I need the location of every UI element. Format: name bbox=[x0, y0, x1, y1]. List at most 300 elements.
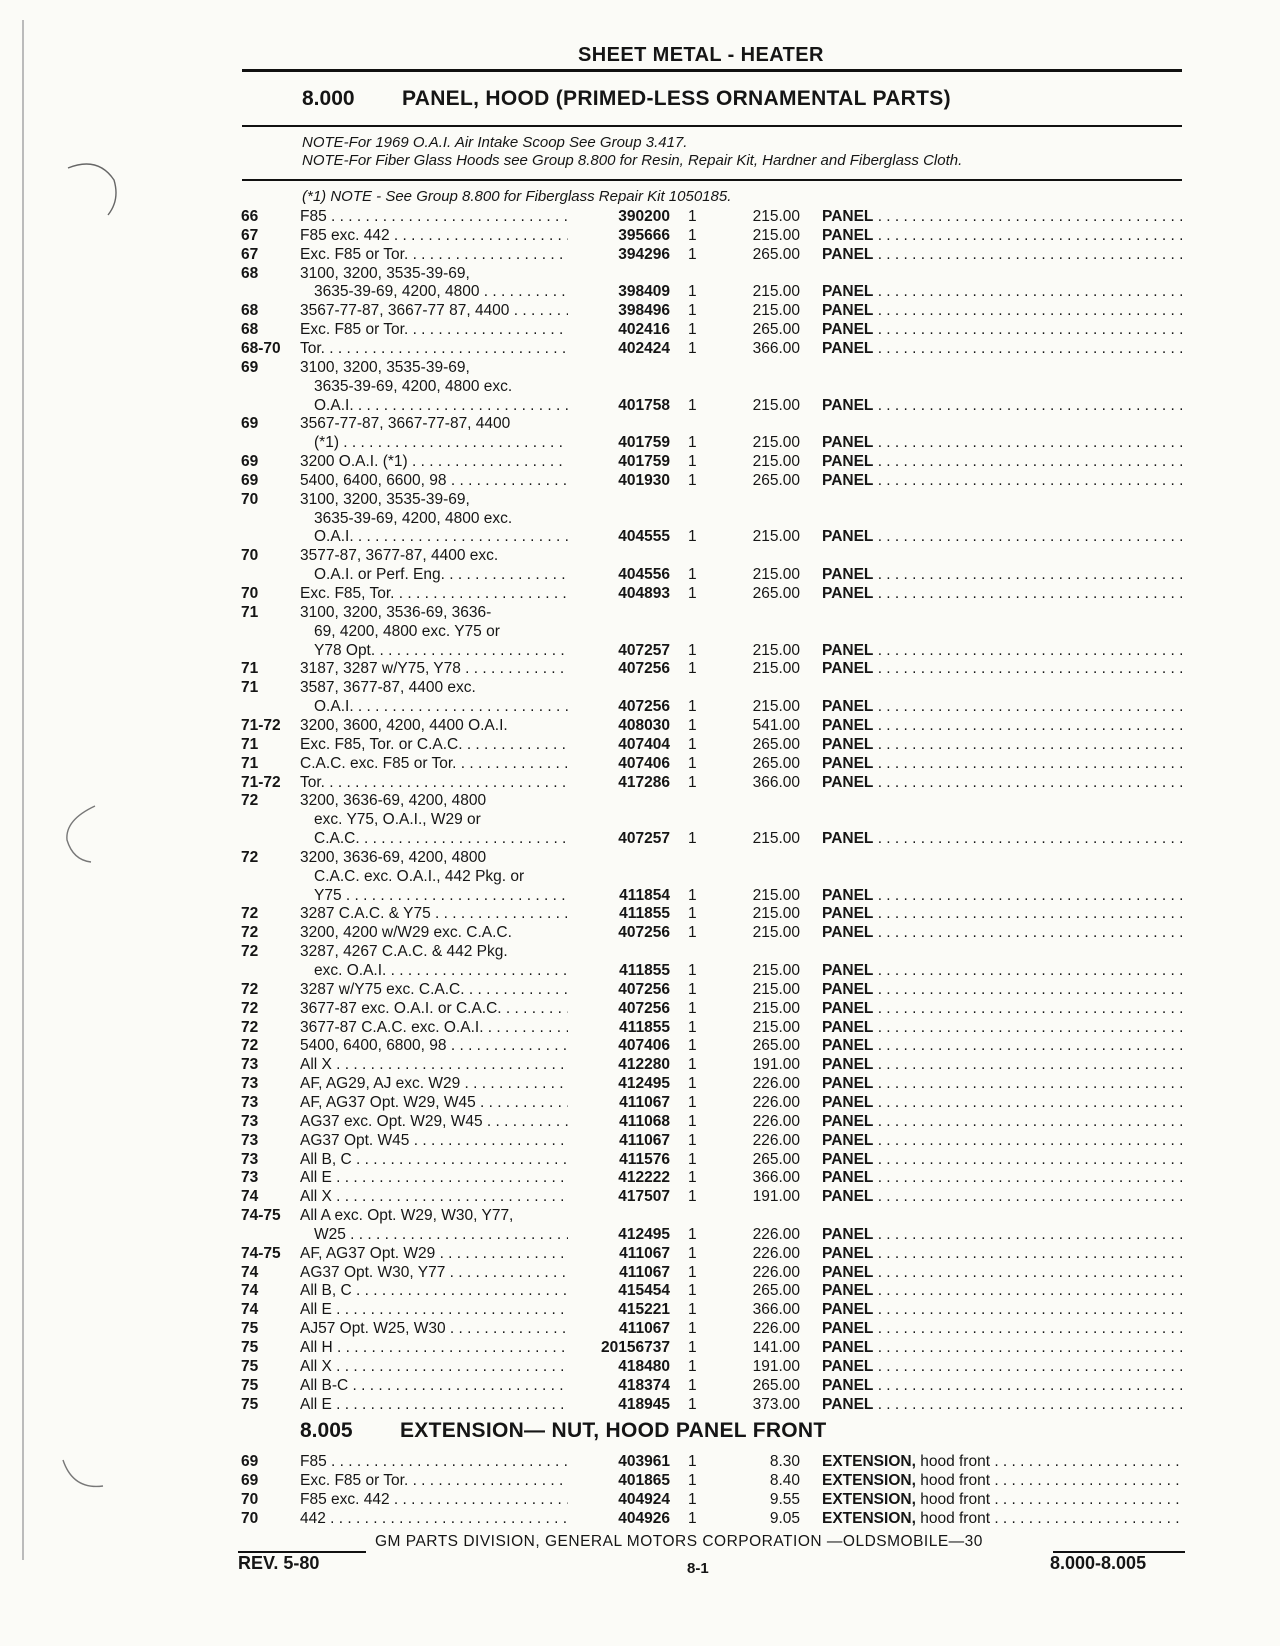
part-number: 407256 bbox=[618, 924, 670, 942]
part-number: 411067 bbox=[619, 1131, 670, 1149]
list-price: 373.00 bbox=[752, 1395, 800, 1413]
model-year: 73 bbox=[241, 1150, 259, 1168]
revision-label: REV. 5-80 bbox=[238, 1553, 320, 1573]
part-detail-line bbox=[0, 1452, 1280, 1471]
page-header: SHEET METAL - HEATER bbox=[578, 44, 824, 66]
quantity: 1 bbox=[688, 1075, 697, 1093]
list-price: 215.00 bbox=[752, 566, 800, 584]
part-number: 412222 bbox=[618, 1169, 670, 1187]
quantity: 1 bbox=[688, 566, 697, 584]
part-detail-line bbox=[0, 301, 1280, 320]
list-price: 191.00 bbox=[752, 1188, 800, 1206]
part-description bbox=[822, 1131, 1184, 1150]
part-number: 412495 bbox=[618, 1075, 670, 1093]
part-number: 401758 bbox=[618, 396, 670, 414]
part-name: PANEL bbox=[822, 471, 874, 489]
part-name: PANEL bbox=[822, 962, 874, 979]
list-price: 226.00 bbox=[752, 1093, 800, 1111]
application-text: Y75 . . . bbox=[314, 886, 568, 905]
application-text: exc. O.A.I. . . . bbox=[314, 961, 568, 980]
part-number: 398496 bbox=[618, 302, 670, 320]
part-description bbox=[822, 1036, 1184, 1055]
part-detail-line bbox=[0, 1225, 1280, 1244]
list-price: 366.00 bbox=[752, 1301, 800, 1319]
part-number: 418374 bbox=[618, 1376, 670, 1394]
part-number: 407404 bbox=[618, 735, 670, 753]
application-text: C.A.C. . . . bbox=[314, 829, 568, 848]
part-number: 418480 bbox=[618, 1357, 670, 1375]
part-number: 403961 bbox=[618, 1453, 670, 1471]
part-name: PANEL bbox=[822, 1037, 874, 1055]
part-name: PANEL bbox=[822, 566, 874, 584]
part-description bbox=[822, 565, 1184, 584]
application-text: 3287 C.A.C. & Y75 . . . bbox=[300, 904, 568, 923]
part-detail-line bbox=[0, 1319, 1280, 1338]
part-name: PANEL bbox=[822, 886, 874, 904]
part-number: 390200 bbox=[618, 208, 670, 225]
model-year: 71 bbox=[241, 754, 259, 772]
list-price: 215.00 bbox=[752, 302, 800, 320]
list-price: 541.00 bbox=[752, 716, 800, 734]
part-number: 401930 bbox=[618, 471, 670, 489]
part-name: PANEL bbox=[822, 754, 874, 772]
model-year: 68 bbox=[241, 264, 259, 282]
application-text: AF, AG29, AJ exc. W29 . . . bbox=[300, 1074, 568, 1093]
quantity: 1 bbox=[688, 453, 697, 471]
part-description bbox=[822, 961, 1184, 980]
part-name: PANEL bbox=[822, 641, 874, 659]
model-year: 71-72 bbox=[241, 716, 281, 734]
application-text: Exc. F85 or Tor. . . . bbox=[300, 320, 568, 339]
part-detail-line bbox=[0, 565, 1280, 584]
part-description bbox=[822, 339, 1184, 358]
list-price: 215.00 bbox=[752, 830, 800, 848]
quantity: 1 bbox=[688, 245, 697, 263]
part-description bbox=[822, 282, 1184, 301]
application-text: All X . . . bbox=[300, 1357, 568, 1376]
part-description bbox=[822, 735, 1184, 754]
part-number: 411067 bbox=[619, 1263, 670, 1281]
quantity: 1 bbox=[688, 1037, 697, 1055]
application-text: 442 . . . bbox=[300, 1509, 568, 1528]
application-text: All X . . . bbox=[300, 1055, 568, 1074]
part-name: PANEL bbox=[822, 1357, 874, 1375]
part-number: 407257 bbox=[618, 641, 670, 659]
part-name: PANEL bbox=[822, 434, 874, 452]
part-detail-line bbox=[0, 1338, 1280, 1357]
part-number: 418945 bbox=[618, 1395, 670, 1413]
list-price: 215.00 bbox=[752, 999, 800, 1017]
application-text: Exc. F85 or Tor. . . . bbox=[300, 1471, 568, 1490]
list-price: 8.40 bbox=[769, 1472, 800, 1490]
quantity: 1 bbox=[688, 1453, 697, 1471]
part-detail-line bbox=[0, 659, 1280, 678]
binder-hole-mark bbox=[55, 1440, 125, 1500]
part-name: PANEL bbox=[822, 830, 874, 848]
model-year: 70 bbox=[241, 490, 259, 508]
part-number: 415454 bbox=[618, 1282, 670, 1300]
list-price: 215.00 bbox=[752, 886, 800, 904]
part-detail-line bbox=[0, 527, 1280, 546]
part-number: 412280 bbox=[618, 1056, 670, 1074]
list-price: 265.00 bbox=[752, 1037, 800, 1055]
list-price: 265.00 bbox=[752, 321, 800, 339]
part-detail-line bbox=[0, 1074, 1280, 1093]
model-year: 72 bbox=[241, 980, 259, 998]
part-description bbox=[822, 1338, 1184, 1357]
part-name: PANEL bbox=[822, 716, 874, 734]
list-price: 265.00 bbox=[752, 245, 800, 263]
part-description bbox=[822, 773, 1184, 792]
part-detail-line bbox=[0, 1112, 1280, 1131]
list-price: 215.00 bbox=[752, 434, 800, 452]
part-number: 411576 bbox=[619, 1150, 670, 1168]
quantity: 1 bbox=[688, 1018, 697, 1036]
application-text: Exc. F85, Tor. or C.A.C. . . . bbox=[300, 735, 568, 754]
part-description bbox=[822, 1471, 1184, 1490]
part-description bbox=[822, 754, 1184, 773]
list-price: 215.00 bbox=[752, 1018, 800, 1036]
quantity: 1 bbox=[688, 773, 697, 791]
application-text: Exc. F85 or Tor. . . . bbox=[300, 245, 568, 264]
part-description bbox=[822, 433, 1184, 452]
part-description bbox=[822, 226, 1184, 245]
quantity: 1 bbox=[688, 471, 697, 489]
part-detail-line bbox=[0, 1244, 1280, 1263]
list-price: 265.00 bbox=[752, 471, 800, 489]
list-price: 265.00 bbox=[752, 1150, 800, 1168]
part-description bbox=[822, 320, 1184, 339]
part-number: 404924 bbox=[618, 1491, 670, 1509]
part-name: EXTENSION, bbox=[822, 1491, 916, 1509]
part-name: PANEL bbox=[822, 1244, 874, 1262]
application-line bbox=[0, 942, 1280, 961]
model-year: 75 bbox=[241, 1357, 259, 1375]
application-line bbox=[0, 622, 1280, 641]
part-detail-line bbox=[0, 1093, 1280, 1112]
application-line bbox=[0, 1206, 1280, 1225]
part-name: PANEL bbox=[822, 980, 874, 998]
part-name: PANEL bbox=[822, 1263, 874, 1281]
part-description bbox=[822, 527, 1184, 546]
notes-rule bbox=[242, 179, 1182, 181]
part-number: 408030 bbox=[618, 716, 670, 734]
part-name: PANEL bbox=[822, 321, 874, 339]
section-rule bbox=[242, 125, 1182, 127]
application-text: O.A.I. . . . bbox=[314, 697, 568, 716]
part-number: 407256 bbox=[618, 980, 670, 998]
application-text: Exc. F85, Tor. . . . bbox=[300, 584, 568, 603]
application-text: 3200, 3636-69, 4200, 4800 bbox=[300, 848, 487, 866]
part-name: PANEL bbox=[822, 924, 874, 942]
quantity: 1 bbox=[688, 1169, 697, 1187]
part-description bbox=[822, 1357, 1184, 1376]
application-text: Y78 Opt. . . . bbox=[314, 641, 568, 660]
part-detail-line bbox=[0, 923, 1280, 942]
part-description bbox=[822, 1395, 1184, 1414]
part-description bbox=[822, 1093, 1184, 1112]
model-year: 75 bbox=[241, 1339, 259, 1356]
part-number: 394296 bbox=[618, 245, 670, 263]
model-year: 74 bbox=[241, 1263, 259, 1281]
model-year: 69 bbox=[241, 1453, 259, 1471]
model-year: 69 bbox=[241, 471, 259, 489]
quantity: 1 bbox=[688, 999, 697, 1017]
page-number: 8-1 bbox=[687, 1560, 709, 1577]
model-year: 73 bbox=[241, 1131, 259, 1149]
model-year: 69 bbox=[241, 1472, 259, 1490]
part-description bbox=[822, 904, 1184, 923]
part-name: PANEL bbox=[822, 1056, 874, 1074]
model-year: 72 bbox=[241, 1018, 259, 1036]
part-name: PANEL bbox=[822, 1320, 874, 1338]
application-text: Tor. . . . bbox=[300, 339, 568, 358]
part-number: 401759 bbox=[618, 434, 670, 452]
part-detail-line bbox=[0, 773, 1280, 792]
application-text: All E . . . bbox=[300, 1168, 568, 1187]
list-price: 226.00 bbox=[752, 1320, 800, 1338]
list-price: 215.00 bbox=[752, 641, 800, 659]
application-text: 3635-39-69, 4200, 4800 . . . bbox=[314, 282, 568, 301]
list-price: 141.00 bbox=[752, 1339, 800, 1356]
part-description bbox=[822, 245, 1184, 264]
model-year: 74-75 bbox=[241, 1207, 281, 1225]
part-name: PANEL bbox=[822, 585, 874, 602]
binder-hole-mark bbox=[58, 160, 128, 220]
section-title: EXTENSION— NUT, HOOD PANEL FRONT bbox=[400, 1419, 827, 1443]
application-text: 69, 4200, 4800 exc. Y75 or bbox=[314, 622, 500, 640]
application-line bbox=[0, 603, 1280, 622]
part-description bbox=[822, 1055, 1184, 1074]
part-qualifier: hood front bbox=[920, 1453, 991, 1471]
scan-edge-line bbox=[22, 20, 24, 1560]
part-description bbox=[822, 1225, 1184, 1244]
quantity: 1 bbox=[688, 226, 697, 244]
quantity: 1 bbox=[688, 1320, 697, 1338]
quantity: 1 bbox=[688, 528, 697, 546]
quantity: 1 bbox=[688, 754, 697, 772]
part-qualifier: hood front bbox=[920, 1472, 991, 1490]
list-price: 215.00 bbox=[752, 962, 800, 979]
application-text: All E . . . bbox=[300, 1395, 568, 1414]
list-price: 265.00 bbox=[752, 735, 800, 753]
part-number: 417286 bbox=[618, 773, 670, 791]
model-year: 71 bbox=[241, 679, 259, 697]
model-year: 75 bbox=[241, 1376, 259, 1394]
application-text: exc. Y75, O.A.I., W29 or bbox=[314, 811, 481, 829]
model-year: 67 bbox=[241, 245, 259, 263]
quantity: 1 bbox=[688, 585, 697, 602]
part-detail-line bbox=[0, 1281, 1280, 1300]
model-year: 71 bbox=[241, 660, 259, 678]
list-price: 215.00 bbox=[752, 208, 800, 225]
application-text: All A exc. Opt. W29, W30, Y77, bbox=[300, 1207, 514, 1225]
section-title: PANEL, HOOD (PRIMED-LESS ORNAMENTAL PARTS) bbox=[402, 87, 951, 110]
part-detail-line bbox=[0, 961, 1280, 980]
part-description bbox=[822, 1300, 1184, 1319]
model-year: 70 bbox=[241, 1491, 259, 1509]
part-description bbox=[822, 829, 1184, 848]
list-price: 215.00 bbox=[752, 980, 800, 998]
part-name: PANEL bbox=[822, 302, 874, 320]
part-detail-line bbox=[0, 1263, 1280, 1282]
part-number: 398409 bbox=[618, 283, 670, 301]
part-description bbox=[822, 923, 1184, 942]
part-detail-line bbox=[0, 999, 1280, 1018]
part-detail-line bbox=[0, 207, 1280, 226]
application-text: 5400, 6400, 6800, 98 . . . bbox=[300, 1036, 568, 1055]
part-number: 415221 bbox=[618, 1301, 670, 1319]
part-name: PANEL bbox=[822, 773, 874, 791]
part-description bbox=[822, 1074, 1184, 1093]
part-number: 407256 bbox=[618, 999, 670, 1017]
part-description bbox=[822, 697, 1184, 716]
application-line bbox=[0, 546, 1280, 565]
part-name: PANEL bbox=[822, 1225, 874, 1243]
application-text: Tor. . . . bbox=[300, 773, 568, 792]
quantity: 1 bbox=[688, 641, 697, 659]
quantity: 1 bbox=[688, 434, 697, 452]
list-price: 226.00 bbox=[752, 1075, 800, 1093]
part-detail-line bbox=[0, 1131, 1280, 1150]
application-text: AG37 Opt. W30, Y77 . . . bbox=[300, 1263, 568, 1282]
part-description bbox=[822, 1168, 1184, 1187]
part-number: 411855 bbox=[619, 905, 670, 923]
part-detail-line bbox=[0, 829, 1280, 848]
application-line bbox=[0, 509, 1280, 528]
part-detail-line bbox=[0, 1509, 1280, 1528]
part-number: 402416 bbox=[618, 321, 670, 339]
part-name: EXTENSION, bbox=[822, 1453, 916, 1471]
model-year: 68-70 bbox=[241, 339, 281, 357]
list-price: 265.00 bbox=[752, 754, 800, 772]
application-text: W25 . . . bbox=[314, 1225, 568, 1244]
list-price: 215.00 bbox=[752, 396, 800, 414]
application-line bbox=[0, 678, 1280, 697]
part-number: 401759 bbox=[618, 453, 670, 471]
part-number: 407406 bbox=[618, 1037, 670, 1055]
quantity: 1 bbox=[688, 1339, 697, 1356]
application-line bbox=[0, 848, 1280, 867]
part-detail-line bbox=[0, 697, 1280, 716]
quantity: 1 bbox=[688, 283, 697, 301]
section-number: 8.005 bbox=[300, 1419, 353, 1443]
application-text: 5400, 6400, 6600, 98 . . . bbox=[300, 471, 568, 490]
part-description bbox=[822, 1281, 1184, 1300]
model-year: 69 bbox=[241, 453, 259, 471]
application-text: O.A.I. . . . bbox=[314, 527, 568, 546]
part-description bbox=[822, 716, 1184, 735]
quantity: 1 bbox=[688, 1188, 697, 1206]
part-detail-line bbox=[0, 1376, 1280, 1395]
application-text: 3587, 3677-87, 4400 exc. bbox=[300, 679, 476, 697]
group-range: 8.000-8.005 bbox=[1050, 1553, 1147, 1573]
application-text: 3200 O.A.I. (*1) . . . bbox=[300, 452, 568, 471]
part-description bbox=[822, 1018, 1184, 1037]
part-name: PANEL bbox=[822, 1131, 874, 1149]
application-text: 3635-39-69, 4200, 4800 exc. bbox=[314, 377, 513, 395]
part-number: 417507 bbox=[618, 1188, 670, 1206]
note-line: NOTE-For Fiber Glass Hoods see Group 8.800 for Resin, Repair Kit, Hardner and Fiberglass Cloth. bbox=[302, 152, 963, 169]
part-number: 407257 bbox=[618, 830, 670, 848]
application-text: AJ57 Opt. W25, W30 . . . bbox=[300, 1319, 568, 1338]
quantity: 1 bbox=[688, 1150, 697, 1168]
application-text: F85 exc. 442 . . . bbox=[300, 1490, 568, 1509]
application-text: 3187, 3287 w/Y75, Y78 . . . bbox=[300, 659, 568, 678]
application-line bbox=[0, 490, 1280, 509]
application-text: 3100, 3200, 3535-39-69, bbox=[300, 358, 470, 376]
part-detail-line bbox=[0, 1490, 1280, 1509]
model-year: 66 bbox=[241, 208, 259, 225]
model-year: 72 bbox=[241, 1037, 259, 1055]
part-detail-line bbox=[0, 1036, 1280, 1055]
application-text: All B, C . . . bbox=[300, 1150, 568, 1169]
model-year: 70 bbox=[241, 585, 259, 602]
application-text: 3567-77-87, 3667-77 87, 4400 . . . bbox=[300, 301, 568, 320]
application-line bbox=[0, 264, 1280, 283]
model-year: 74 bbox=[241, 1188, 259, 1206]
model-year: 74 bbox=[241, 1301, 259, 1319]
model-year: 74 bbox=[241, 1282, 259, 1300]
part-detail-line bbox=[0, 886, 1280, 905]
part-description bbox=[822, 301, 1184, 320]
part-detail-line bbox=[0, 339, 1280, 358]
application-text: All E . . . bbox=[300, 1300, 568, 1319]
part-name: PANEL bbox=[822, 1376, 874, 1394]
application-text: All B, C . . . bbox=[300, 1281, 568, 1300]
list-price: 226.00 bbox=[752, 1244, 800, 1262]
quantity: 1 bbox=[688, 1093, 697, 1111]
part-number: 411854 bbox=[619, 886, 670, 904]
application-text: C.A.C. exc. F85 or Tor. . . . bbox=[300, 754, 568, 773]
section-number: 8.000 bbox=[302, 87, 355, 110]
application-text: 3677-87 exc. O.A.I. or C.A.C. . . . bbox=[300, 999, 568, 1018]
part-detail-line bbox=[0, 1168, 1280, 1187]
application-line bbox=[0, 791, 1280, 810]
part-description bbox=[822, 1509, 1184, 1528]
quantity: 1 bbox=[688, 1357, 697, 1375]
model-year: 73 bbox=[241, 1056, 259, 1074]
list-price: 191.00 bbox=[752, 1056, 800, 1074]
list-price: 215.00 bbox=[752, 924, 800, 942]
application-line bbox=[0, 377, 1280, 396]
model-year: 72 bbox=[241, 999, 259, 1017]
application-line bbox=[0, 867, 1280, 886]
list-price: 215.00 bbox=[752, 905, 800, 923]
model-year: 69 bbox=[241, 358, 259, 376]
part-name: PANEL bbox=[822, 1188, 874, 1206]
part-detail-line bbox=[0, 226, 1280, 245]
model-year: 72 bbox=[241, 792, 259, 810]
part-detail-line bbox=[0, 754, 1280, 773]
part-description bbox=[822, 207, 1184, 226]
part-name: PANEL bbox=[822, 660, 874, 678]
model-year: 70 bbox=[241, 547, 259, 565]
part-description bbox=[822, 1187, 1184, 1206]
part-name: PANEL bbox=[822, 1301, 874, 1319]
application-text: 3577-87, 3677-87, 4400 exc. bbox=[300, 547, 499, 565]
part-number: 404893 bbox=[618, 585, 670, 602]
list-price: 191.00 bbox=[752, 1357, 800, 1375]
list-price: 366.00 bbox=[752, 773, 800, 791]
part-name: PANEL bbox=[822, 698, 874, 716]
part-number: 411067 bbox=[619, 1320, 670, 1338]
model-year: 73 bbox=[241, 1169, 259, 1187]
part-number: 395666 bbox=[618, 226, 670, 244]
application-text: 3200, 3600, 4200, 4400 O.A.I. bbox=[300, 716, 508, 734]
part-description bbox=[822, 584, 1184, 603]
quantity: 1 bbox=[688, 905, 697, 923]
